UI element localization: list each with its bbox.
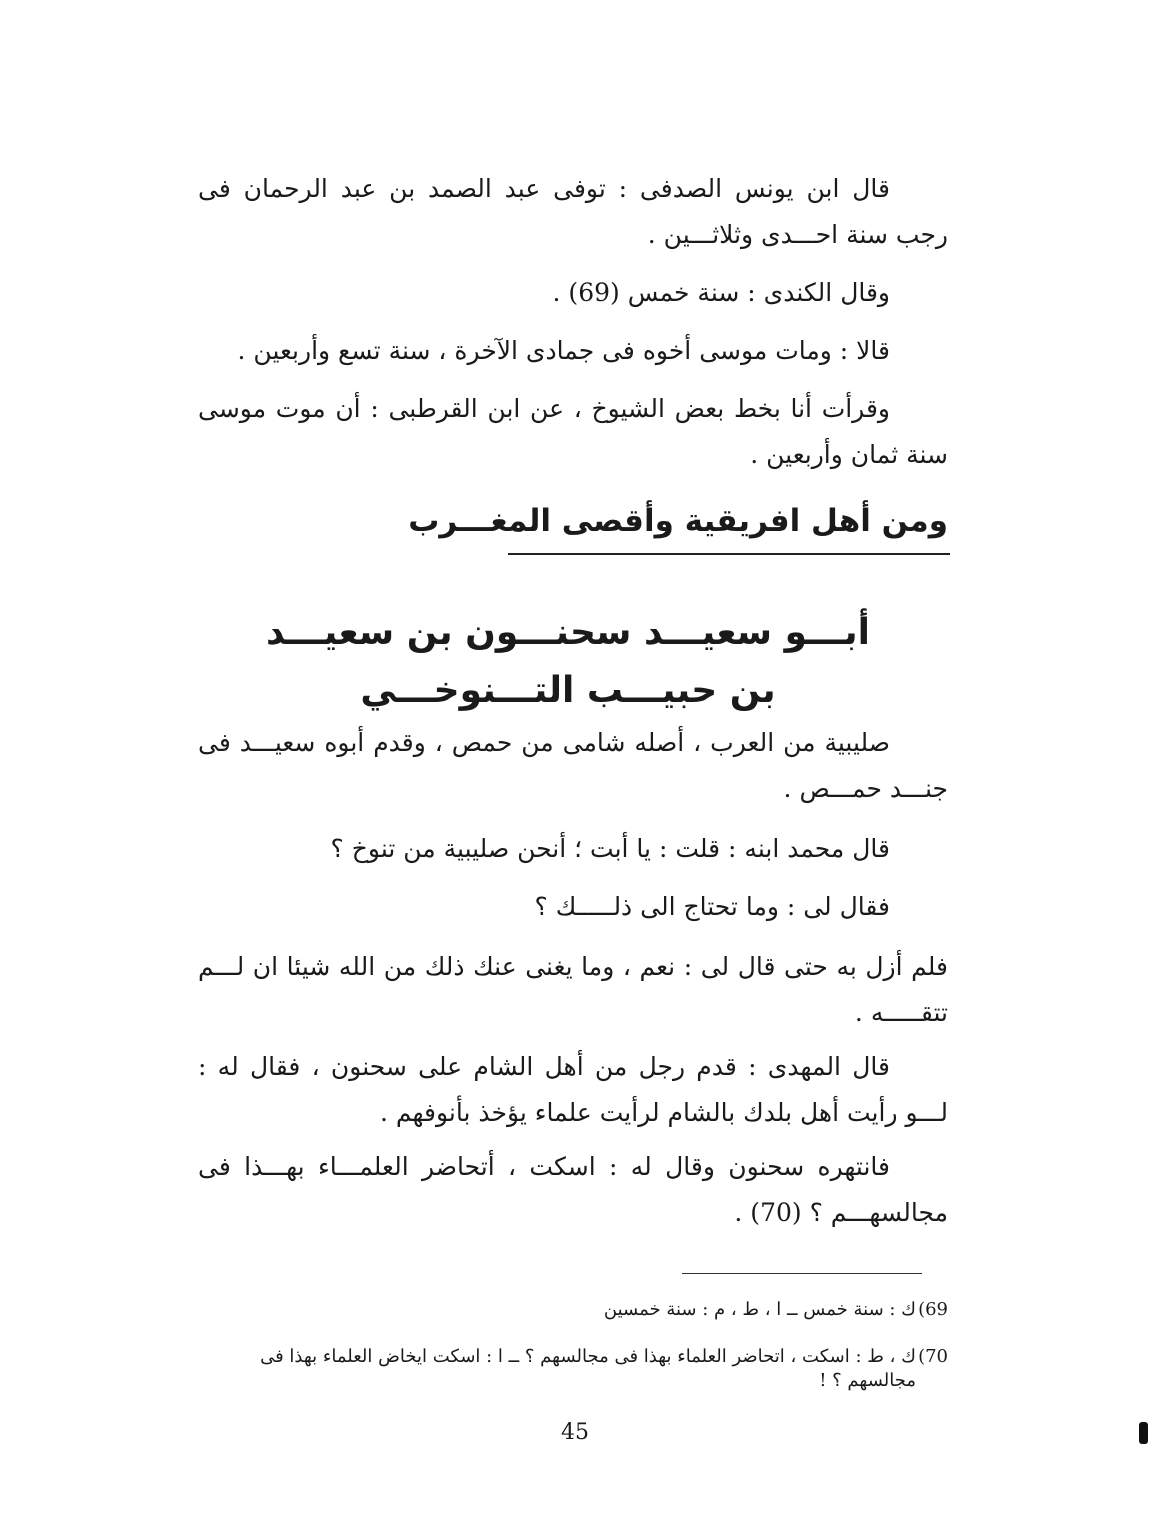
footnote [198,1345,948,1393]
paragraph: صليبية من العرب ، أصله شامى من حمص ، وقدم أبوه سعيـــد فى جنـــد حمـــص . [198,728,948,803]
paragraph: قال المهدى : قدم رجل من أهل الشام على سحنون ، فقال له : لـــو رأيت أهل بلدك بالشام لرأيت علماء يؤخذ بأنوفهم . [198,1052,948,1127]
paragraph: قالا : ومات موسى أخوه فى جمادى الآخرة ، سنة تسع وأربعين . [237,336,890,365]
footnote-text: ك ، ط : اسكت ، اتحاضر العلماء بهذا فى مجالسهم ؟ ــ ا : اسكت ايخاض العلماء بهذا فى مجالسهم ؟ ! [260,1346,916,1391]
biography-title: أبـــو سعيـــد سحنـــون بن سعيـــد بن حبيـــب التـــنوخـــي [266,612,870,711]
footnote-text: ك : سنة خمس ــ ا ، ط ، م : سنة خمسين [603,1299,916,1320]
page-number: 45 [561,1420,589,1445]
section-heading: ومن أهل افريقية وأقصى المغـــرب [408,503,948,539]
paragraph: فقال لى : وما تحتاج الى ذلـــــك ؟ [534,892,890,921]
paragraph: قال ابن يونس الصدفى : توفى عبد الصمد بن عبد الرحمان فى رجب سنة احـــدى وثلاثـــين . [198,174,948,249]
paragraph: فلم أزل به حتى قال لى : نعم ، وما يغنى عنك ذلك من الله شيئا ان لـــم تتقـــــه . [198,952,948,1027]
paragraph: وقال الكندى : سنة خمس (69) . [552,278,890,307]
section-heading-underline [508,553,950,555]
paragraph: قال محمد ابنه : قلت : يا أبت ؛ أنحن صليبية من تنوخ ؟ [330,834,890,863]
footnote-number: 69) [918,1299,948,1320]
footnote [198,1298,948,1322]
paragraph: فانتهره سحنون وقال له : اسكت ، أتحاضر العلمـــاء بهـــذا فى مجالسهـــم ؟ (70) . [198,1152,948,1227]
footnote-number: 70) [918,1346,948,1367]
paragraph: وقرأت أنا بخط بعض الشيوخ ، عن ابن القرطبى : أن موت موسى سنة ثمان وأربعين . [198,394,948,469]
footnote-separator [682,1273,922,1274]
scan-edge-mark [1139,1422,1148,1444]
